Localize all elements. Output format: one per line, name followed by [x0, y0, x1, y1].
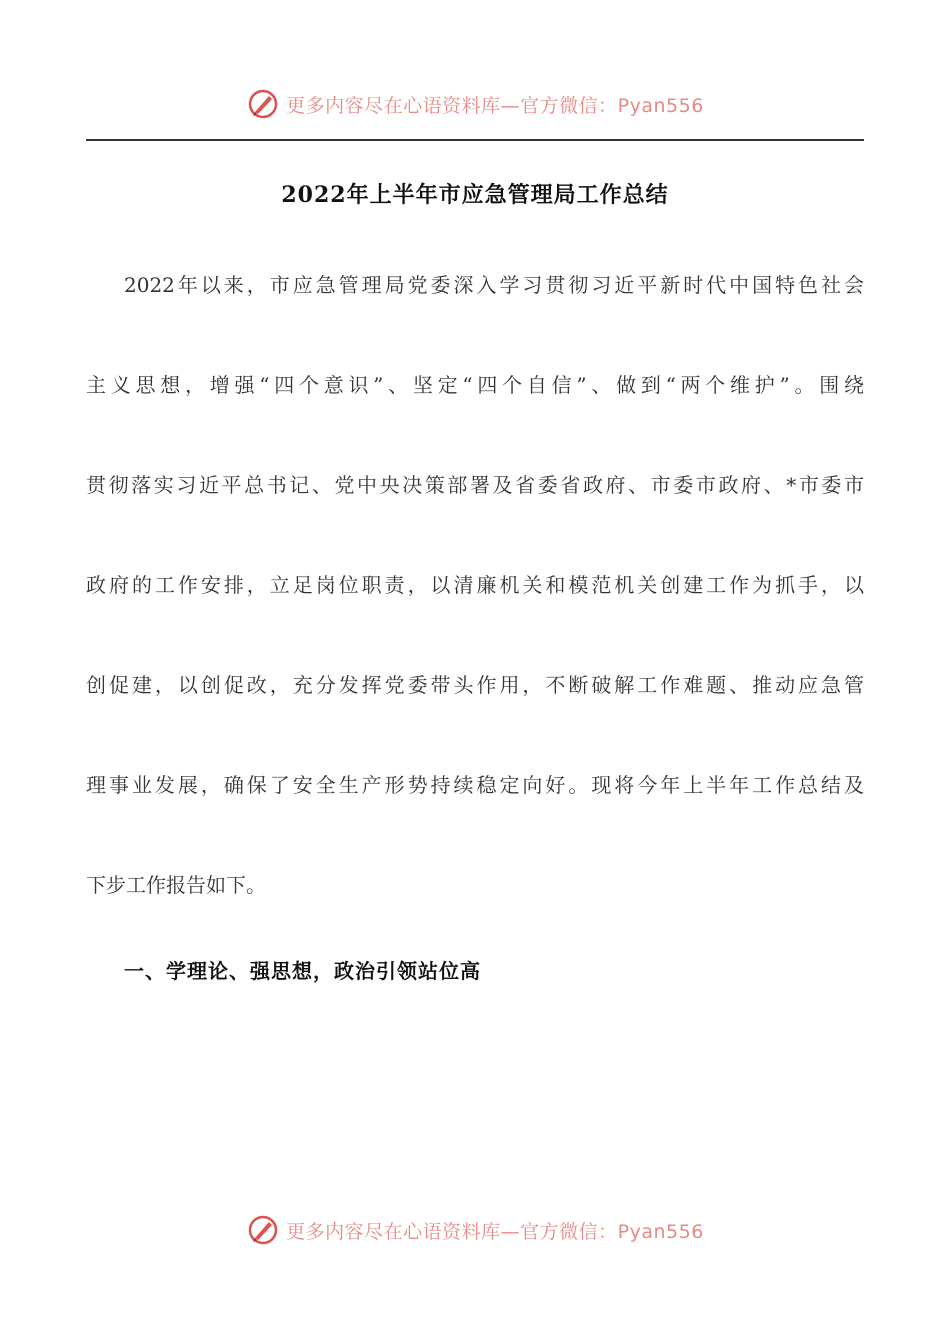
- header-watermark-banner: [0, 82, 950, 126]
- header-watermark-text: 更多内容尽在心语资料库—官方微信：Pyan556: [286, 94, 704, 117]
- paragraph-line: 下步工作报告如下。: [86, 873, 266, 897]
- pen-circle-logo-icon: [246, 1213, 280, 1247]
- paragraph-line: 理事业发展，确保了安全生产形势持续稳定向好。现将今年上半年工作总结及: [86, 773, 864, 797]
- intro-paragraph: [86, 262, 864, 962]
- header-divider: [86, 139, 864, 141]
- section-heading: 一、学理论、强思想，政治引领站位高: [124, 959, 481, 983]
- paragraph-line: 政府的工作安排，立足岗位职责，以清廉机关和模范机关创建工作为抓手，以: [86, 573, 864, 597]
- paragraph-line: 创促建，以创促改，充分发挥党委带头作用，不断破解工作难题、推动应急管: [86, 673, 864, 697]
- paragraph-line: 贯彻落实习近平总书记、党中央决策部署及省委省政府、市委市政府、*市委市: [86, 473, 864, 497]
- pen-circle-logo-icon: [246, 87, 280, 121]
- footer-watermark-banner: [0, 1208, 950, 1252]
- document-title: 2022年上半年市应急管理局工作总结: [281, 182, 669, 208]
- paragraph-line: 2022年以来，市应急管理局党委深入学习贯彻习近平新时代中国特色社会: [124, 273, 864, 297]
- footer-watermark-text: 更多内容尽在心语资料库—官方微信：Pyan556: [286, 1220, 704, 1243]
- paragraph-line: 主义思想，增强“四个意识”、坚定“四个自信”、做到“两个维护”。围绕: [86, 373, 864, 397]
